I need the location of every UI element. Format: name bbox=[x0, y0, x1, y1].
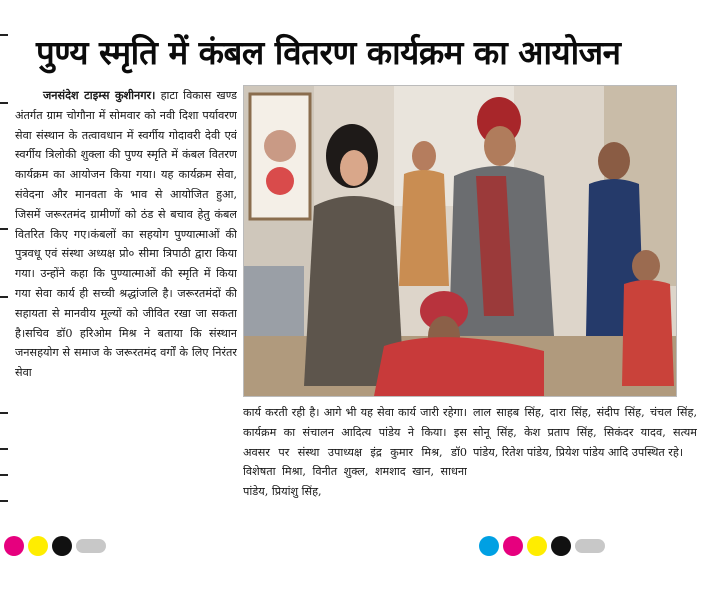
article-column-3: लाल साहब सिंह, दारा सिंह, संदीप सिंह, चंचल सिंह, सोनू सिंह, केश प्रताप सिंह, सिकंदर यादव, सत्यम पांडेय, रितेश पांडेय, प्रियेश पांडेय आदि उपस्थित रहे। bbox=[473, 406, 697, 459]
article-column-1 bbox=[15, 86, 237, 526]
headline: पुण्य स्मृति में कंबल वितरण कार्यक्रम का आयोजन bbox=[36, 33, 621, 72]
registration-dot-magenta bbox=[4, 536, 24, 556]
registration-marks-right bbox=[479, 533, 605, 559]
registration-dot-cyan bbox=[479, 536, 499, 556]
registration-dot-magenta bbox=[503, 536, 523, 556]
registration-dot-black bbox=[551, 536, 571, 556]
article-column-2: कार्य करती रही है। आगे भी यह सेवा कार्य जारी रहेगा।कार्यक्रम का संचालन आदित्य पांडेय ने किया। इस अवसर पर संस्था उपाध्यक्ष इंद्र कुमार मिश्र, डॉ0 विशेषता मिश्रा, विनीत शुक्ल, शमशाद खान, साधना पांडेय, प्रियांशु सिंह, bbox=[243, 406, 467, 499]
registration-pill-grey bbox=[76, 539, 106, 553]
registration-dot-yellow bbox=[28, 536, 48, 556]
column-1-text: हाटा विकास खण्ड अंतर्गत ग्राम चोगौना में सोमवार को नवी दिशा पर्यावरण सेवा संस्थान के तत्वावधान में स्वर्गीय गोदावरी देवी एवं स्वर्गीय त्रिलोकी शुक्ला की पुण्य स्मृति में कंबल वितरण कार्यक्रम का आयोजन किया गया। यह कार्यक्रम सेवा, संवेदना और मानवता के भाव से आयोजित हुआ, जिसमें जरूरतमंद ग्रामीणों को ठंड से बचाव हेतु कंबल वितरित किए गए।कंबलों का सहयोग पुण्यात्माओं की पुत्रवधू एवं संस्था अध्यक्ष प्रो० सीमा त्रिपाठी द्वारा किया गया। उन्होंने कहा कि पुण्यात्माओं की स्मृति में किया गया सेवा कार्य ही सच्ची श्रद्धांजलि है। जरूरतमंदों की सहायता से मानवीय मूल्यों को जीवित रखा जा सकता है।सचिव डॉ0 हरिओम मिश्र ने बताया कि संस्थान जनसहयोग से समाज के जरूरतमंद वर्गों के लिए निरंतर सेवा bbox=[15, 89, 237, 380]
page-edge-column-rules bbox=[0, 0, 9, 540]
registration-marks-left bbox=[4, 533, 106, 559]
registration-dot-black bbox=[52, 536, 72, 556]
dateline: जनसंदेश टाइम्स कुशीनगर। bbox=[43, 88, 156, 102]
registration-dot-yellow bbox=[527, 536, 547, 556]
photo-illustration bbox=[244, 86, 676, 396]
news-photo bbox=[243, 85, 677, 397]
registration-pill-grey bbox=[575, 539, 605, 553]
